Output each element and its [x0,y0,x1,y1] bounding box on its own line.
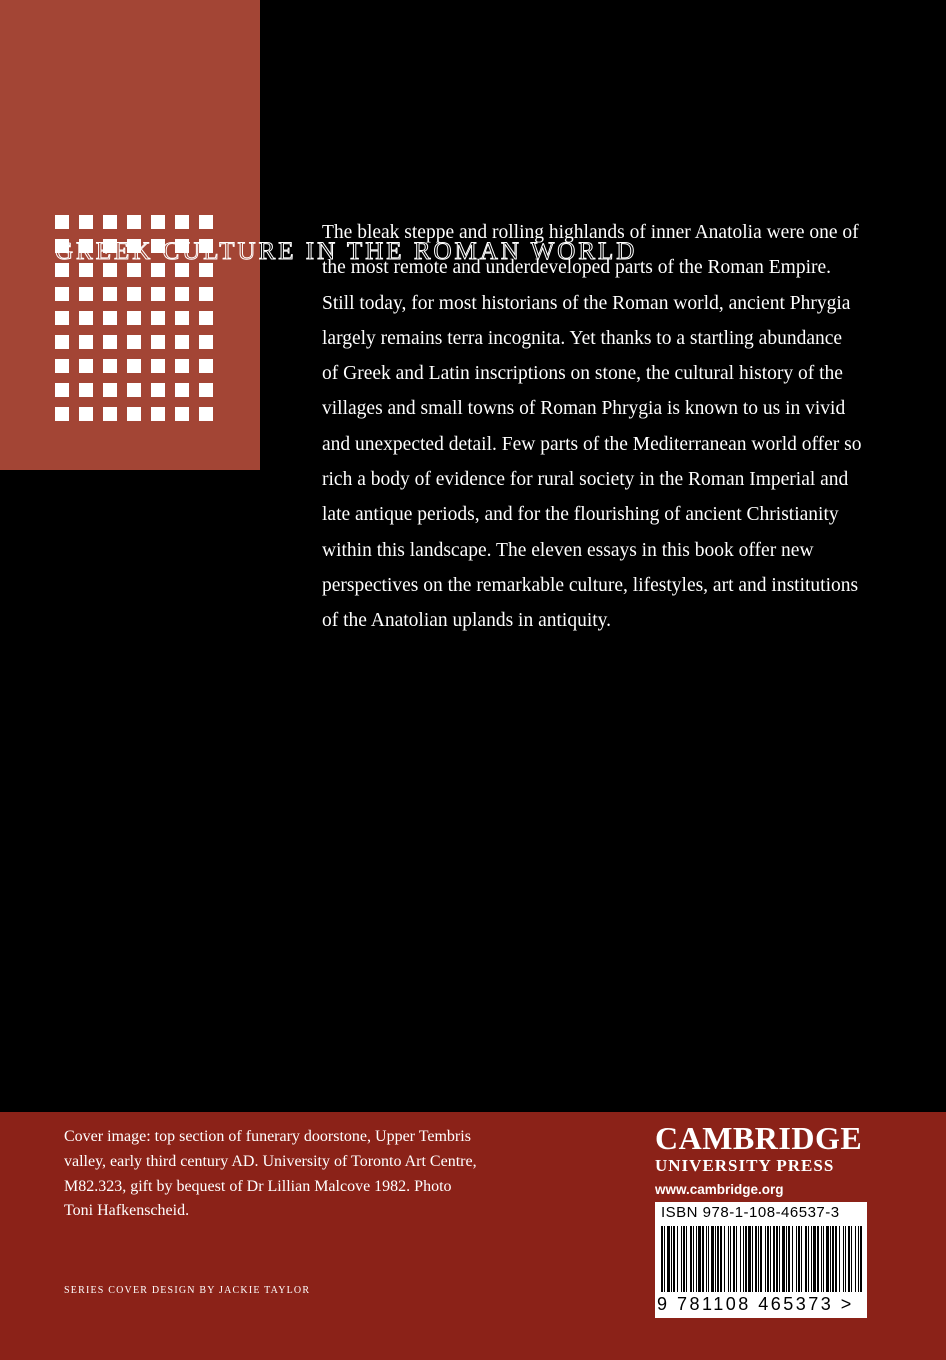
logo-grid-square [175,359,189,373]
logo-grid-square [79,311,93,325]
barcode-bar [845,1226,846,1292]
logo-grid-square [127,287,141,301]
barcode-bar [690,1226,692,1292]
barcode-bar [708,1226,709,1292]
publisher-logo [655,1120,870,1197]
barcode-bar [686,1226,687,1292]
barcode-bar [813,1226,816,1292]
barcode-bar [765,1226,766,1292]
logo-grid-square [127,311,141,325]
logo-grid-square [55,383,69,397]
barcode-bar [760,1226,762,1292]
barcode-bar [748,1226,751,1292]
logo-grid-square [127,359,141,373]
barcode-bar [706,1226,707,1292]
logo-grid-square [151,359,165,373]
logo-grid-square [55,215,69,229]
barcode-bar [673,1226,675,1292]
barcode-bar [767,1226,769,1292]
barcode-bar [858,1226,859,1292]
barcode-bar [860,1226,862,1292]
logo-grid-square [127,407,141,421]
barcode-bar [698,1226,701,1292]
logo-grid-square [103,311,117,325]
logo-grid-square [175,311,189,325]
barcode-bar [724,1226,725,1292]
barcode-bar [817,1226,819,1292]
barcode-bar [782,1226,785,1292]
barcode-bar [770,1226,771,1292]
logo-grid-square [175,383,189,397]
barcode-bar [683,1226,685,1292]
barcode-bar [805,1226,807,1292]
publisher-url: www.cambridge.org [655,1182,784,1197]
logo-grid-square [127,215,141,229]
barcode-bar [667,1226,670,1292]
series-title: GREEK CULTURE IN THE ROMAN WORLD [55,238,638,265]
barcode-bar [808,1226,809,1292]
publisher-subtitle: UNIVERSITY PRESS [655,1156,835,1175]
barcode-bar [851,1226,852,1292]
barcode-bar [681,1226,682,1292]
logo-grid-square [127,335,141,349]
isbn-barcode [655,1202,867,1318]
barcode-icon [655,1226,867,1294]
logo-grid-square [103,215,117,229]
barcode-bar [711,1226,714,1292]
barcode-bar [715,1226,716,1292]
barcode-bar [821,1226,822,1292]
barcode-bar [832,1226,834,1292]
logo-grid-square [199,335,213,349]
barcode-bar [843,1226,844,1292]
logo-grid-square [55,287,69,301]
back-cover-blurb: The bleak steppe and rolling highlands of inner Anatolia were one of the most remote and underdeveloped parts of the Roman Empire. Still today, for most historians of the Roman world, ancient Phrygia largely remains terra incognita. Yet thanks to a startling abundance of Greek and Latin inscriptions on stone, the cultural history of the villages and small towns of Roman Phrygia is known to us in vivid and unexpected detail. Few parts of the Mediterranean world offer so rich a body of evidence for rural society in the Roman Imperial and late antique periods, and for the flourishing of ancient Christianity within this landscape. The eleven essays in this book offer new perspectives on the remarkable culture, lifestyles, art and institutions of the Anatolian uplands in antiquity. [322,222,862,632]
logo-grid-square [103,383,117,397]
logo-grid-square [151,383,165,397]
logo-grid-square [199,311,213,325]
barcode-bar [736,1226,737,1292]
logo-grid-square [79,335,93,349]
logo-grid-square [79,407,93,421]
logo-grid-square [199,215,213,229]
barcode-bar [702,1226,704,1292]
barcode-bar [773,1226,775,1292]
barcode-bar [801,1226,802,1292]
logo-grid-square [127,383,141,397]
cover-image-credit: Cover image: top section of funerary doorstone, Upper Tembris valley, early third century AD. University of Toronto Art Centre, M82.323, gift by bequest of Dr Lillian Malcove 1982. Photo Toni Hafkenscheid. [64,1128,477,1220]
logo-grid-square [103,359,117,373]
barcode-bar [740,1226,741,1292]
logo-grid-square [151,407,165,421]
barcode-bar [693,1226,694,1292]
barcode-bar [826,1226,829,1292]
logo-grid-square [103,407,117,421]
logo-grid-square [151,287,165,301]
barcode-bar [830,1226,831,1292]
logo-grid-square [199,359,213,373]
barcode-bar [811,1226,812,1292]
barcode-bar [755,1226,757,1292]
logo-grid-square [199,383,213,397]
logo-grid-square [151,311,165,325]
barcode-bar [788,1226,790,1292]
barcode-bar [776,1226,778,1292]
logo-grid-square [199,407,213,421]
barcode-bar [696,1226,697,1292]
barcode-bar [677,1226,678,1292]
logo-grid-square [151,215,165,229]
barcode-bar [823,1226,824,1292]
barcode-bar [855,1226,856,1292]
logo-grid-square [79,383,93,397]
barcode-bar [792,1226,793,1292]
barcode-bar [835,1226,837,1292]
barcode-bar [786,1226,787,1292]
barcode-digits: 9 781108 465373 > [657,1294,854,1314]
logo-grid-square [79,215,93,229]
logo-grid-square [103,287,117,301]
logo-grid-square [175,215,189,229]
barcode-bar [839,1226,840,1292]
logo-grid-square [79,359,93,373]
barcode-bar [717,1226,719,1292]
isbn-label: ISBN 978-1-108-46537-3 [661,1204,840,1221]
barcode-bar [798,1226,800,1292]
barcode-bar [796,1226,797,1292]
barcode-bar [664,1226,665,1292]
logo-grid-square [55,359,69,373]
logo-grid-square [55,407,69,421]
barcode-bar [661,1226,663,1292]
barcode-bar [730,1226,731,1292]
barcode-bar [733,1226,735,1292]
barcode-bar [671,1226,672,1292]
series-design-credit: SERIES COVER DESIGN BY JACKIE TAYLOR [64,1285,311,1296]
logo-grid-square [199,287,213,301]
logo-grid-square [151,335,165,349]
logo-grid-square [103,335,117,349]
barcode-bar [779,1226,780,1292]
barcode-bar [728,1226,729,1292]
series-logo-block [0,0,638,470]
publisher-name: CAMBRIDGE [655,1120,863,1156]
logo-grid-square [55,335,69,349]
barcode-bar [720,1226,722,1292]
logo-grid-square [175,287,189,301]
barcode-bar [752,1226,753,1292]
logo-grid-square [175,407,189,421]
barcode-bar [848,1226,850,1292]
logo-grid-square [79,287,93,301]
barcode-bar [743,1226,744,1292]
logo-grid-square [175,335,189,349]
logo-grid-square [55,311,69,325]
barcode-bar [758,1226,759,1292]
barcode-bar [745,1226,747,1292]
